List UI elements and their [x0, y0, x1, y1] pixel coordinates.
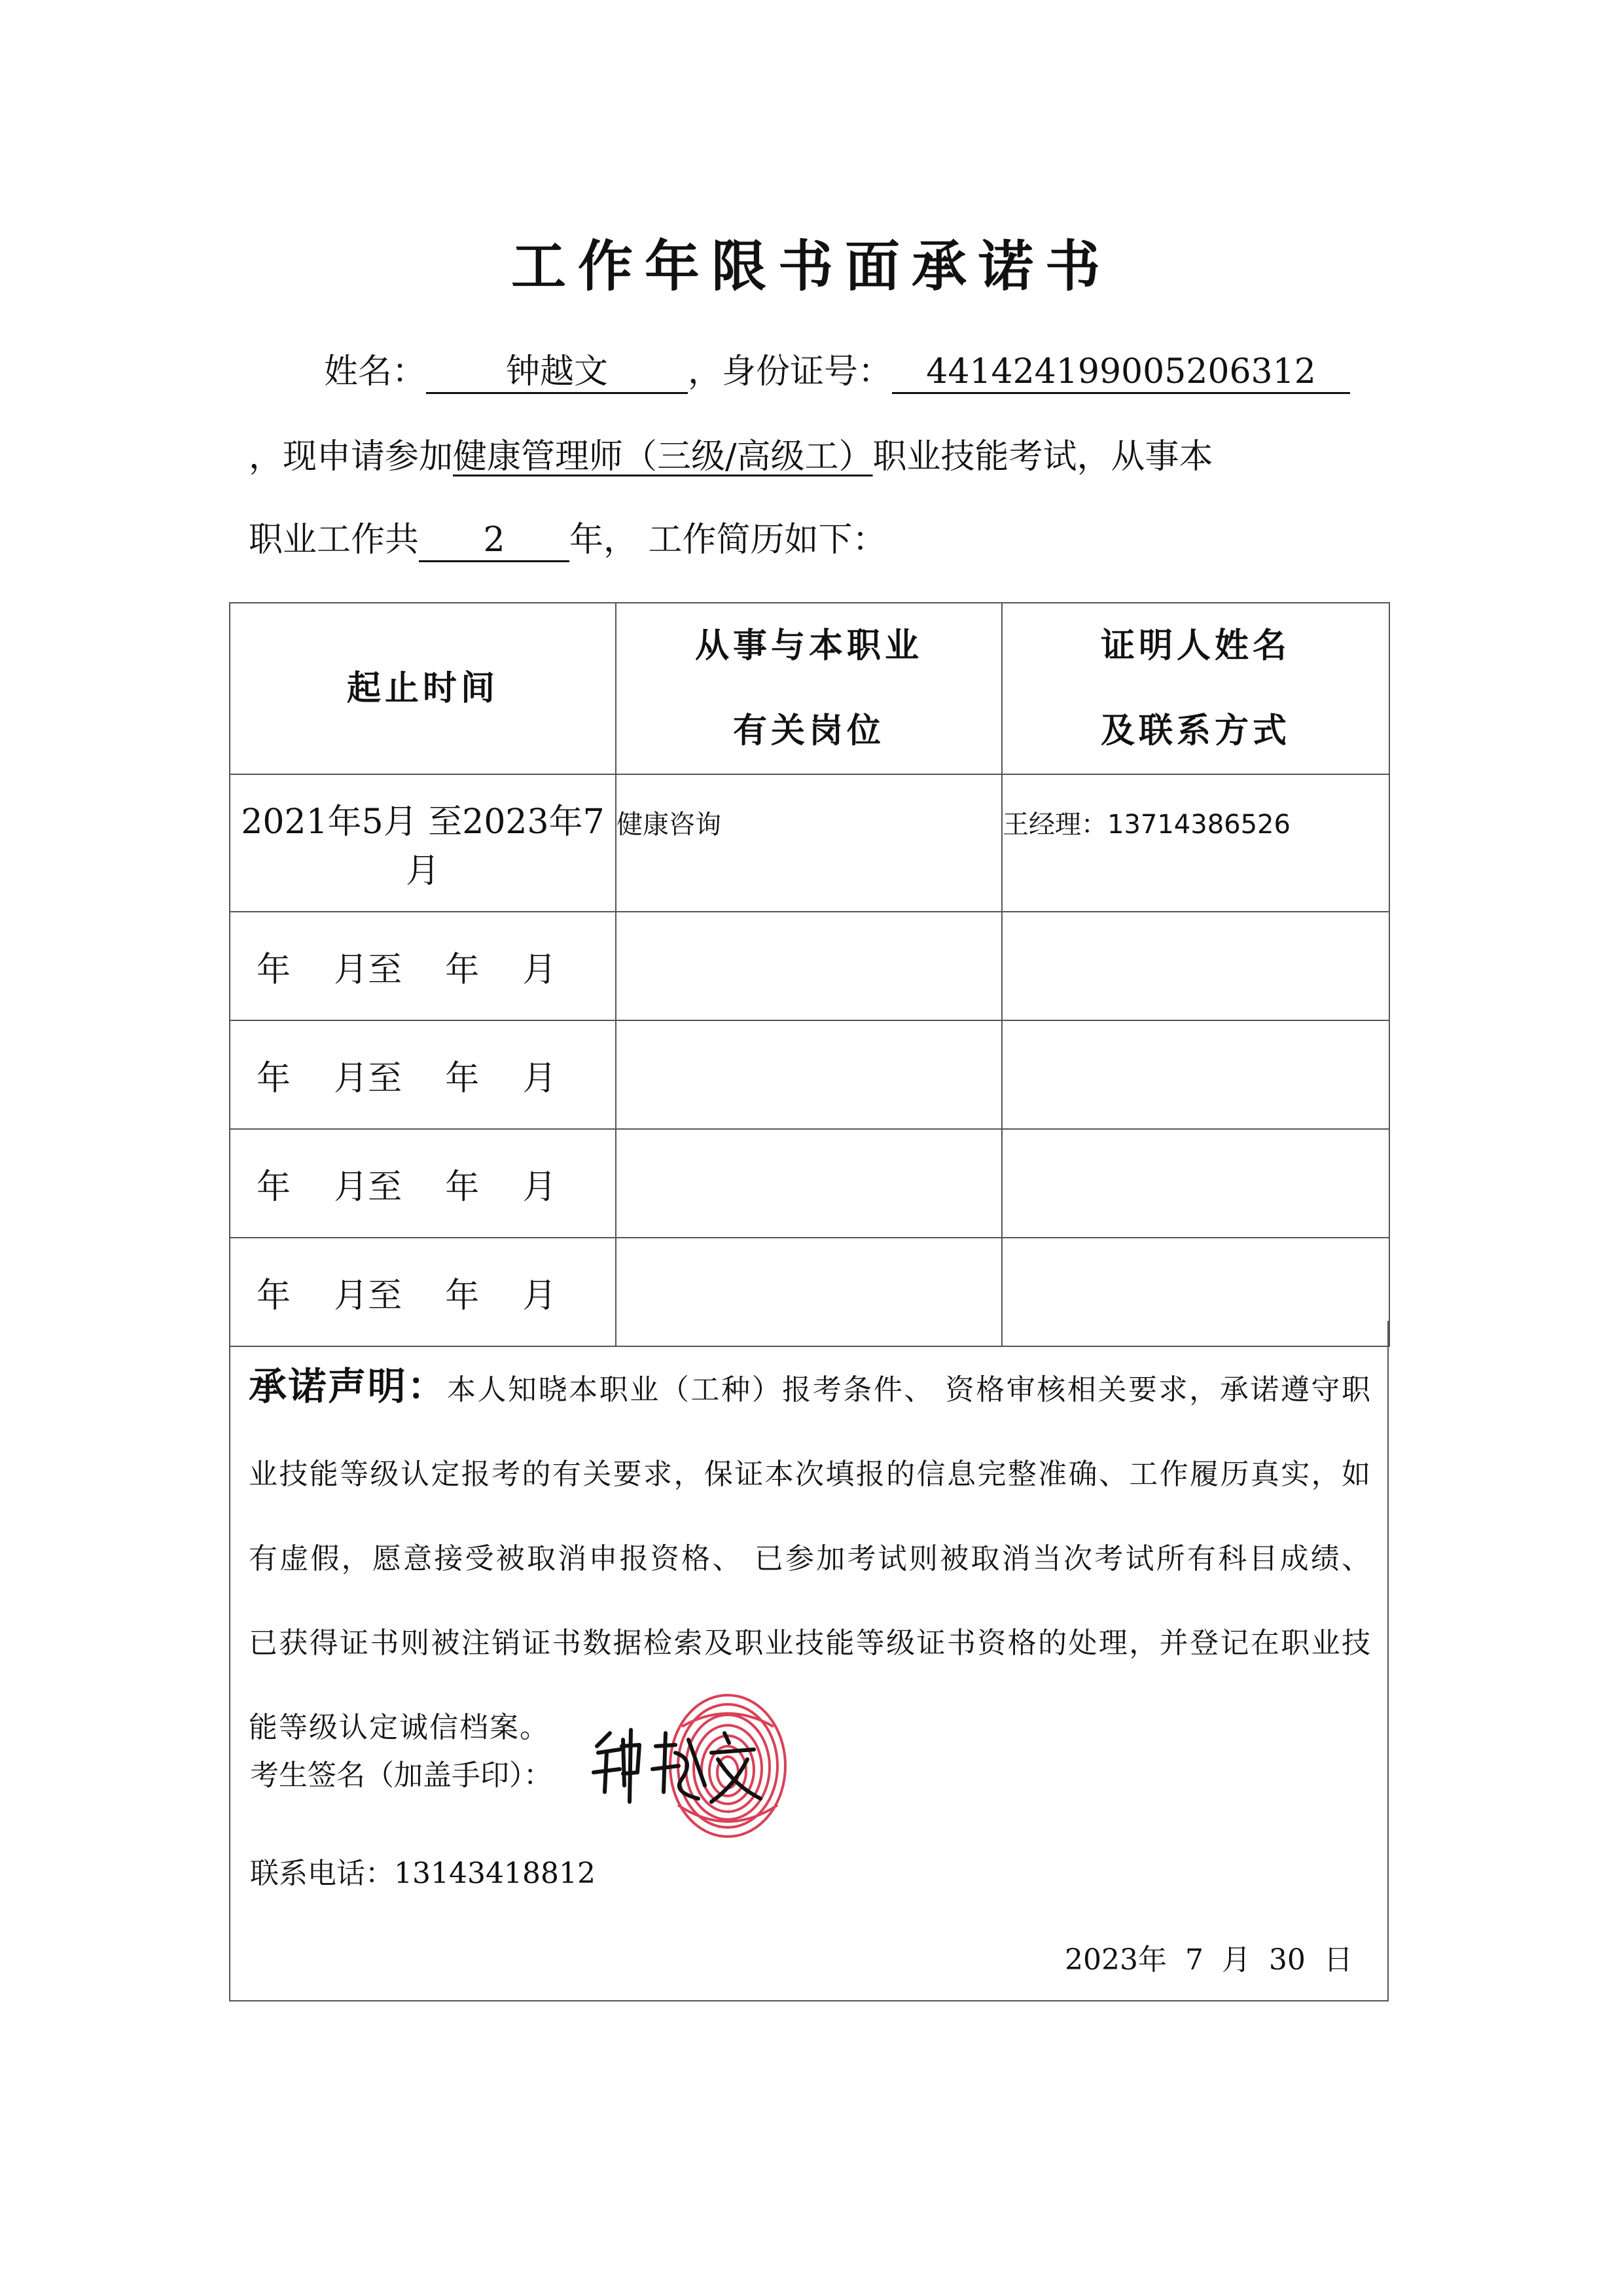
row-position — [616, 1129, 1002, 1238]
handwritten-signature — [584, 1720, 767, 1812]
name-label: 姓名： — [324, 352, 427, 391]
applicant-name: 钟越文 — [426, 353, 688, 394]
years-line — [249, 512, 887, 562]
header-position — [616, 603, 1002, 774]
exam-name: 健康管理师（三级/高级工） — [453, 437, 873, 476]
table-row — [230, 1020, 1389, 1129]
apply-prefix: ，现申请参加 — [249, 437, 454, 476]
phone-value: 13143418812 — [394, 1857, 596, 1890]
row-witness: 王经理：13714386526 — [1002, 774, 1389, 912]
table-row — [230, 1129, 1389, 1238]
id-number: 441424199005206312 — [892, 353, 1350, 394]
row-position — [616, 912, 1002, 1020]
years-suffix: 年， 工作简历如下： — [569, 520, 887, 560]
header-period: 起止时间 — [230, 603, 616, 774]
apply-suffix: 职业技能考试，从事本 — [872, 437, 1213, 476]
row-witness — [1002, 912, 1389, 1020]
pledge-section — [229, 1321, 1389, 2001]
header-witness-line1: 证明人姓名 — [1100, 626, 1291, 666]
table-row — [230, 912, 1389, 1020]
row-position: 健康咨询 — [616, 774, 1002, 912]
header-witness — [1002, 603, 1389, 774]
row-period: 年 月至 年 月 — [230, 1238, 616, 1346]
pledge-date: 2023年 7 月 30 日 — [1065, 1943, 1353, 1977]
row-witness — [1002, 1020, 1389, 1129]
row-period: 2021年5月 至2023年7月 — [230, 774, 616, 912]
pledge-body: 本人知晓本职业（工种）报考条件、 资格审核相关要求，承诺遵守职业技能等级认定报考的有关要求，保证本次填报的信息完整准确、工作履历真实，如有虚假，愿意接受被取消申报资格、 已参加考试则被取消当次考试所有科目成绩、 已获得证书则被注销证书数据检索及职业技能等级证书资格的处理，并登记在职业技能等级认定诚信档案。 — [249, 1373, 1372, 1744]
row-period: 年 月至 年 月 — [230, 1129, 616, 1238]
exam-line — [249, 429, 1213, 478]
years-value: 2 — [419, 521, 569, 562]
pledge-label: 承诺声明： — [249, 1364, 447, 1408]
pledge-statement — [249, 1344, 1372, 1770]
years-prefix: 职业工作共 — [249, 520, 419, 560]
id-label: ，身份证号： — [688, 352, 893, 391]
phone-label: 联系电话： — [250, 1857, 394, 1890]
signature-label: 考生签名（加盖手印）： — [250, 1759, 552, 1792]
row-period: 年 月至 年 月 — [230, 1020, 616, 1129]
header-position-line1: 从事与本职业 — [694, 626, 923, 666]
table-row — [230, 774, 1389, 912]
row-period: 年 月至 年 月 — [230, 912, 616, 1020]
header-witness-line2: 及联系方式 — [1100, 711, 1291, 751]
work-history-table — [229, 602, 1390, 1347]
contact-phone — [250, 1850, 596, 1892]
table-header-row — [230, 603, 1389, 774]
header-position-line2: 有关岗位 — [732, 711, 885, 751]
row-position — [616, 1020, 1002, 1129]
row-witness — [1002, 1129, 1389, 1238]
document-title: 工作年限书面承诺书 — [510, 234, 1112, 298]
name-id-line — [324, 344, 1350, 394]
